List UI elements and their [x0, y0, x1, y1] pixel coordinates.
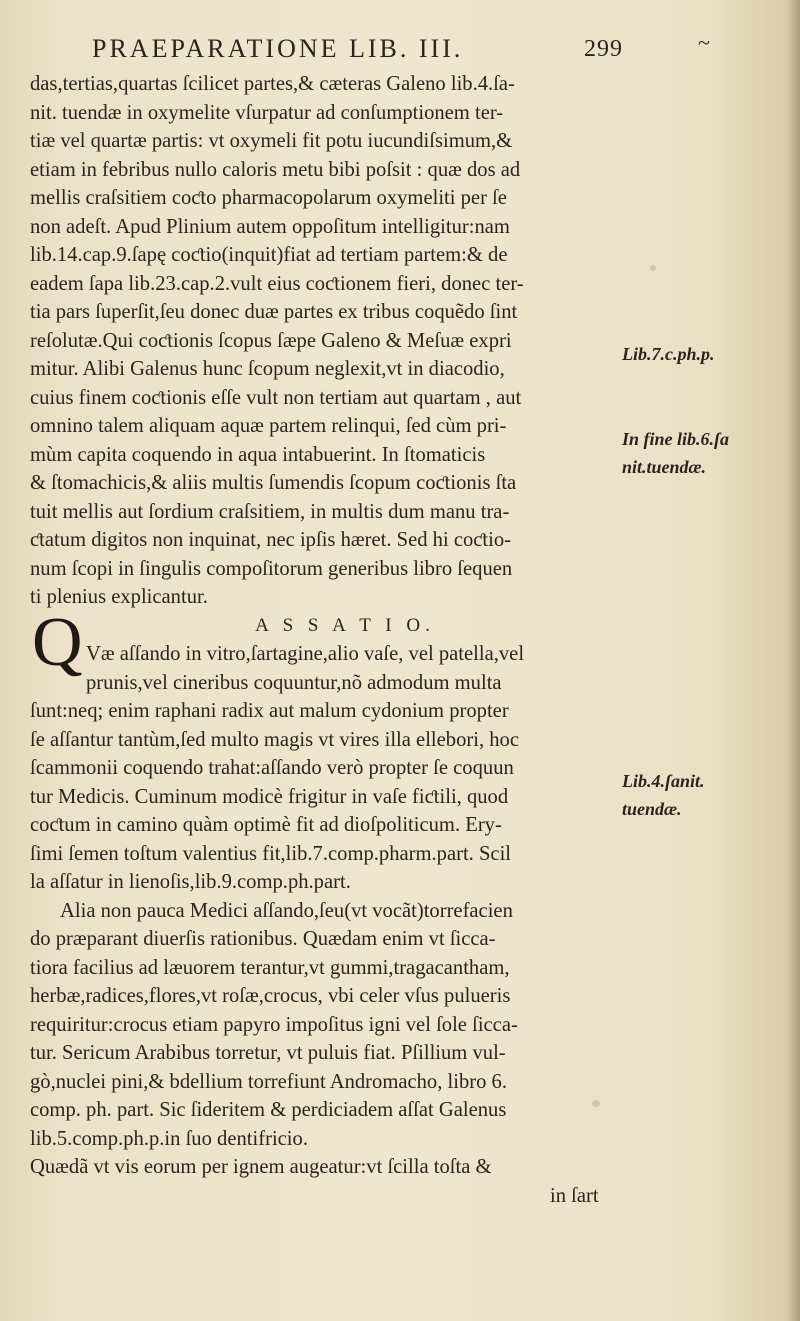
margin-note: nit.tuendæ. [622, 457, 707, 477]
drop-cap: Q [32, 604, 83, 681]
text-line: das,tertias,quartas ſcilicet partes,& cæteras Galeno lib.4.ſa- [30, 73, 515, 95]
catchword: in ſart [550, 1184, 599, 1207]
text-line: comp. ph. part. Sic ſideritem & perdiciadem aſſat Galenus [30, 1099, 507, 1121]
text-line: prunis,vel cineribus coquuntur,nõ admodum multa [86, 671, 502, 694]
text-line: non adeſt. Apud Plinium autem oppoſitum intelligitur:nam [30, 215, 510, 238]
text-line: etiam in febribus nullo caloris metu bibi poſsit : quæ dos ad [30, 158, 521, 181]
text-line: mùm capita coquendo in aqua intabuerint. In ſtomaticis [30, 443, 486, 466]
text-line: tuit mellis aut ſordium craſsitiem, in multis dum manu tra- [30, 500, 510, 523]
text-line: tiæ vel quartæ partis: vt oxymeli fit potu iucundiſsimum,& [30, 130, 513, 152]
text-line: ſunt:neq; enim raphani radix aut malum cydonium propter [30, 700, 509, 722]
text-line: Væ aſſando in vitro,ſartagine,alio vaſe, vel patella,vel [86, 643, 525, 665]
text-line: Quædã vt vis eorum per ignem augeatur:vt ſcilla toſta & [30, 1156, 492, 1178]
text-line: requiritur:crocus etiam papyro impoſitus igni vel ſole ſicca- [30, 1013, 518, 1036]
text-line: cuius finem coƈtionis eſſe vult non tertiam aut quartam , aut [30, 386, 522, 409]
text-line: reſolutæ.Qui coƈtionis ſcopus ſæpe Galeno & Meſuæ expri [30, 329, 512, 352]
text-line: omnino talem aliquam aquæ partem relinqui, ſed cùm pri- [30, 415, 507, 437]
text-line: gò,nuclei pini,& bdellium torrefiunt Andromacho, libro 6. [30, 1070, 508, 1093]
text-line: do præparant diuerſis rationibus. Quædam enim vt ſicca- [30, 928, 496, 950]
text-line: ſcammonii coquendo trahat:aſſando verò propter ſe coquun [30, 757, 514, 779]
text-line: coƈtum in camino quàm optimè fit ad dioſpoliticum. Ery- [30, 814, 502, 836]
text-line: herbæ,radices,flores,vt roſæ,crocus, vbi celer vſus pulueris [30, 985, 511, 1007]
text-line: lib.14.cap.9.ſapę coƈtio(inquit)fiat ad tertiam partem:& de [30, 244, 508, 266]
section-heading: A S S A T I O. [255, 614, 435, 636]
text-line: & ſtomachicis,& aliis multis ſumendis ſcopum coƈtionis ſta [30, 472, 517, 494]
paper-spot [650, 265, 656, 271]
text-line: nit. tuendæ in oxymelite vſurpatur ad conſumptionem ter- [30, 101, 504, 124]
text-line: tur Medicis. Cuminum modicè frigitur in vaſe fiƈtili, quod [30, 785, 509, 808]
text-line: ti plenius explicantur. [30, 586, 208, 608]
text-line: eadem ſapa lib.23.cap.2.vult eius coƈtionem fieri, donec ter- [30, 272, 524, 295]
paper-spot [592, 1100, 600, 1107]
margin-note: In fine lib.6.ſa [622, 429, 730, 449]
text-line: ƈtatum digitos non inquinat, nec ipſis hæret. Sed hi coƈtio- [30, 529, 512, 551]
text-line: mellis craſsitiem coƈto pharmacopolarum oxymeliti per ſe [30, 187, 507, 209]
text-line: Alia non pauca Medici aſſando,ſeu(vt vocãt)torrefacien [60, 899, 513, 922]
text-line: la aſſatur in lienoſis,lib.9.comp.ph.part. [30, 871, 351, 893]
page-number: 299 [584, 36, 623, 62]
text-line: mitur. Alibi Galenus hunc ſcopum neglexit,vt in diacodio, [30, 358, 505, 380]
margin-note: Lib.7.c.ph.p. [622, 344, 715, 364]
text-line: tiora facilius ad læuorem terantur,vt gummi,tragacantham, [30, 956, 510, 979]
catchmark: ~ [698, 30, 713, 55]
running-title: PRAEPARATIONE LIB. III. [92, 34, 464, 63]
text-line: tur. Sericum Arabibus torretur, vt puluis fiat. Pſillium vul- [30, 1042, 506, 1064]
text-line: ſe aſſantur tantùm,ſed multo magis vt vires illa ellebori, hoc [30, 728, 519, 751]
text-line: tia pars ſuperſit,ſeu donec duæ partes ex tribus coquẽdo ſint [30, 301, 518, 323]
text-line: lib.5.comp.ph.p.in ſuo dentifricio. [30, 1127, 308, 1150]
body-text [30, 70, 620, 1210]
text-line: num ſcopi in ſingulis compoſitorum generibus libro ſequen [30, 557, 513, 580]
text-line: ſimi ſemen toſtum valentius fit,lib.7.comp.pharm.part. Scil [30, 842, 512, 865]
margin-note: tuendæ. [622, 799, 682, 819]
margin-note: Lib.4.ſanit. [622, 771, 705, 791]
running-header [92, 30, 713, 70]
